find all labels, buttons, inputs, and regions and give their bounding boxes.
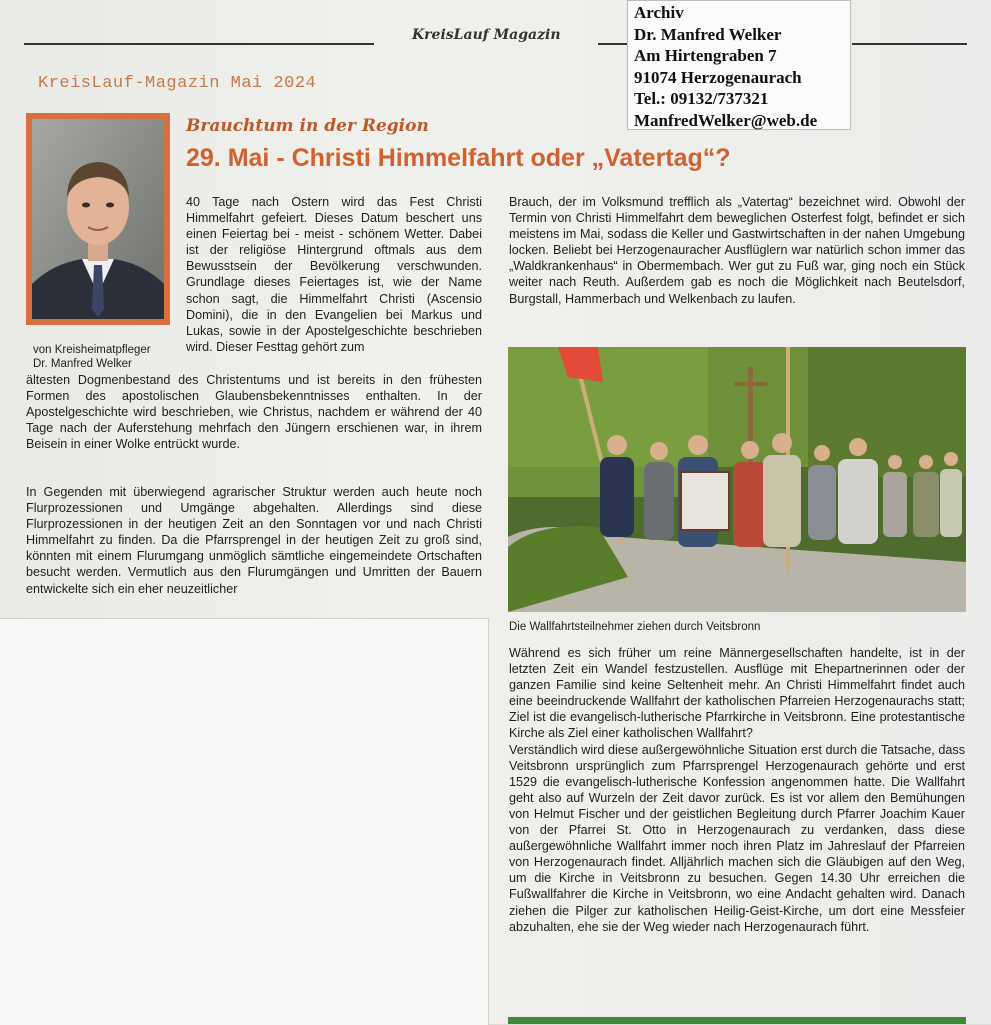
issue-label: KreisLauf-Magazin Mai 2024 xyxy=(38,74,317,93)
stamp-line: Tel.: 09132/737321 xyxy=(634,89,769,108)
rubric: Brauchtum in der Region xyxy=(186,116,429,136)
author-caption-line: von Kreisheimatpfleger xyxy=(33,344,151,356)
paragraph-vatertag xyxy=(509,194,965,307)
header-rule-right xyxy=(598,43,628,45)
magazine-name: KreisLauf Magazin xyxy=(412,27,561,43)
stamp-line: ManfredWelker@web.de xyxy=(634,110,818,130)
article-title: 29. Mai - Christi Himmelfahrt oder „Vatertag“? xyxy=(186,144,731,172)
pilgrimage-photo xyxy=(508,347,966,612)
photo-caption: Die Wallfahrtsteilnehmer ziehen durch Veitsbronn xyxy=(509,621,761,633)
archive-stamp xyxy=(627,0,851,130)
paper-overlay-blank xyxy=(0,618,489,1025)
author-portrait xyxy=(26,113,170,325)
paragraph-text: Verständlich wird diese außergewöhnliche Situation erst durch die Tatsache, dass Veitsbronn ursprünglich zum Pfarrsprengel Herzogenaurach gehörte und erst 1529 die evangelisch-lutherische Konfession angenommen hatte. Die Wallfahrt geht also auf Wurzeln der Zeit davor zurück. Es ist vor allem den Bemühungen von Helmut Fischer und der geistlichen Begleitung durch Pfarrer Joachim Kauer von der Pfarrei St. Otto in Herzogenaurach zu verdanken, dass diese außergewöhnliche Wallfahrt immer noch ihren Platz im Jahreslauf der Pfarreien von Herzogenaurach findet. Alljährlich machen sich die Gläubigen auf den Weg, um die Kirche in Veitsbronn zu besuchen. Gegen 14.30 Uhr erreichen die Fußwallfahrer die Kirche in Veitsbronn, wo eine Andacht gehalten wird. Danach ziehen die Pilger zur katholischen Heilig-Geist-Kirche, um dort eine Messfeier abzuhalten, ehe sie der Weg wieder nach Herzogenaurach führt. xyxy=(509,742,965,934)
paragraph-intro xyxy=(186,194,482,355)
photo-image xyxy=(508,347,966,612)
paragraph-wallfahrt xyxy=(509,645,965,935)
portrait-image xyxy=(32,119,164,319)
stamp-line: Dr. Manfred Welker xyxy=(634,24,782,44)
paragraph-flurprozessionen xyxy=(26,484,482,597)
author-caption xyxy=(33,343,151,371)
paragraph-intro-continued xyxy=(26,372,482,452)
paragraph-text: In Gegenden mit überwiegend agrarischer Struktur werden auch heute noch Flurprozessionen und Umgänge abgehalten. Allerdings sind diese Flurprozessionen in der heutigen Zeit an den Sonntagen vor und nach Christi Himmelfahrt zu finden. Da die Pfarrsprengel in der heutigen Zeit zu groß sind, könnten mit einem Flurumgang unmöglich sämtliche eingemeindete Ortschaften besucht werden. Vermutlich aus den Flurumgängen und Umritten der Bauern entwickelte sich ein eher neuzeitlicher xyxy=(26,485,482,596)
author-caption-line: Dr. Manfred Welker xyxy=(33,358,132,370)
paragraph-text: ältesten Dogmenbestand des Christentums und ist bereits in den frühesten Formen des apostolischen Glaubensbekenntnisses enthalten. In der Apostelgeschichte wird beschrieben, wie Christus, nachdem er während der 40 Tage nach der Auferstehung mehrfach den Jüngern erschienen war, in ihrem Beisein in einer Wolke entrückt wurde. xyxy=(26,373,482,452)
stamp-line: 91074 Herzogenaurach xyxy=(634,67,802,87)
stamp-line: Archiv xyxy=(634,3,684,22)
header-rule-right-2 xyxy=(852,43,967,45)
header-rule-left xyxy=(24,43,374,45)
stamp-line: Am Hirtengraben 7 xyxy=(634,46,777,65)
paragraph-text: Brauch, der im Volksmund trefflich als „Vatertag“ bezeichnet wird. Obwohl der Termin von Christi Himmelfahrt dem beweglichen Osterfest folgt, befindet er sich meistens im Mai, sodass die Keller und Gastwirtschaften in der nahen Umgebung locken. Beliebt bei Herzogenauracher Ausflüglern war natürlich schon immer das „Waldkrankenhaus“ in Obermembach. Wer gut zu Fuß war, ging noch ein Stück weiter nach Reuth. Außerdem gab es noch die Möglichkeit nach Beutelsdorf, Burgstall, Hammerbach und Welkenbach zu laufen. xyxy=(509,195,965,306)
bottom-color-bar xyxy=(508,1017,966,1024)
paragraph-text: Während es sich früher um reine Männergesellschaften handelte, ist in der letzten Zeit ein Wandel festzustellen. Ausflüge mit Ehepartnerinnen oder der ganzen Familie sind keine Seltenheit mehr. An Christi Himmelfahrt findet auch eine beeindruckende Wallfahrt der katholischen Pfarreien Herzogenaurachs statt; Ziel ist die evangelisch-lutherische Pfarrkirche in Veitsbronn. Eine protestantische Kirche als Ziel einer katholischen Wallfahrt? xyxy=(509,646,965,741)
paragraph-text: 40 Tage nach Ostern wird das Fest Christi Himmelfahrt gefeiert. Dieses Datum beschert uns einen Feiertag bei - meist - schönem Wetter. Dabei ist der religiöse Hintergrund oftmals aus dem Bewusstsein der Bevölkerung verschwunden. Grundlage dieses Feiertages ist, wie der Name schon sagt, die Himmelfahrt Christi (Ascensio Domini), die in den Evangelien bei Markus und Lukas, sowie in der Apostelgeschichte beschrieben wird. Dieser Festtag gehört zum xyxy=(186,195,482,354)
